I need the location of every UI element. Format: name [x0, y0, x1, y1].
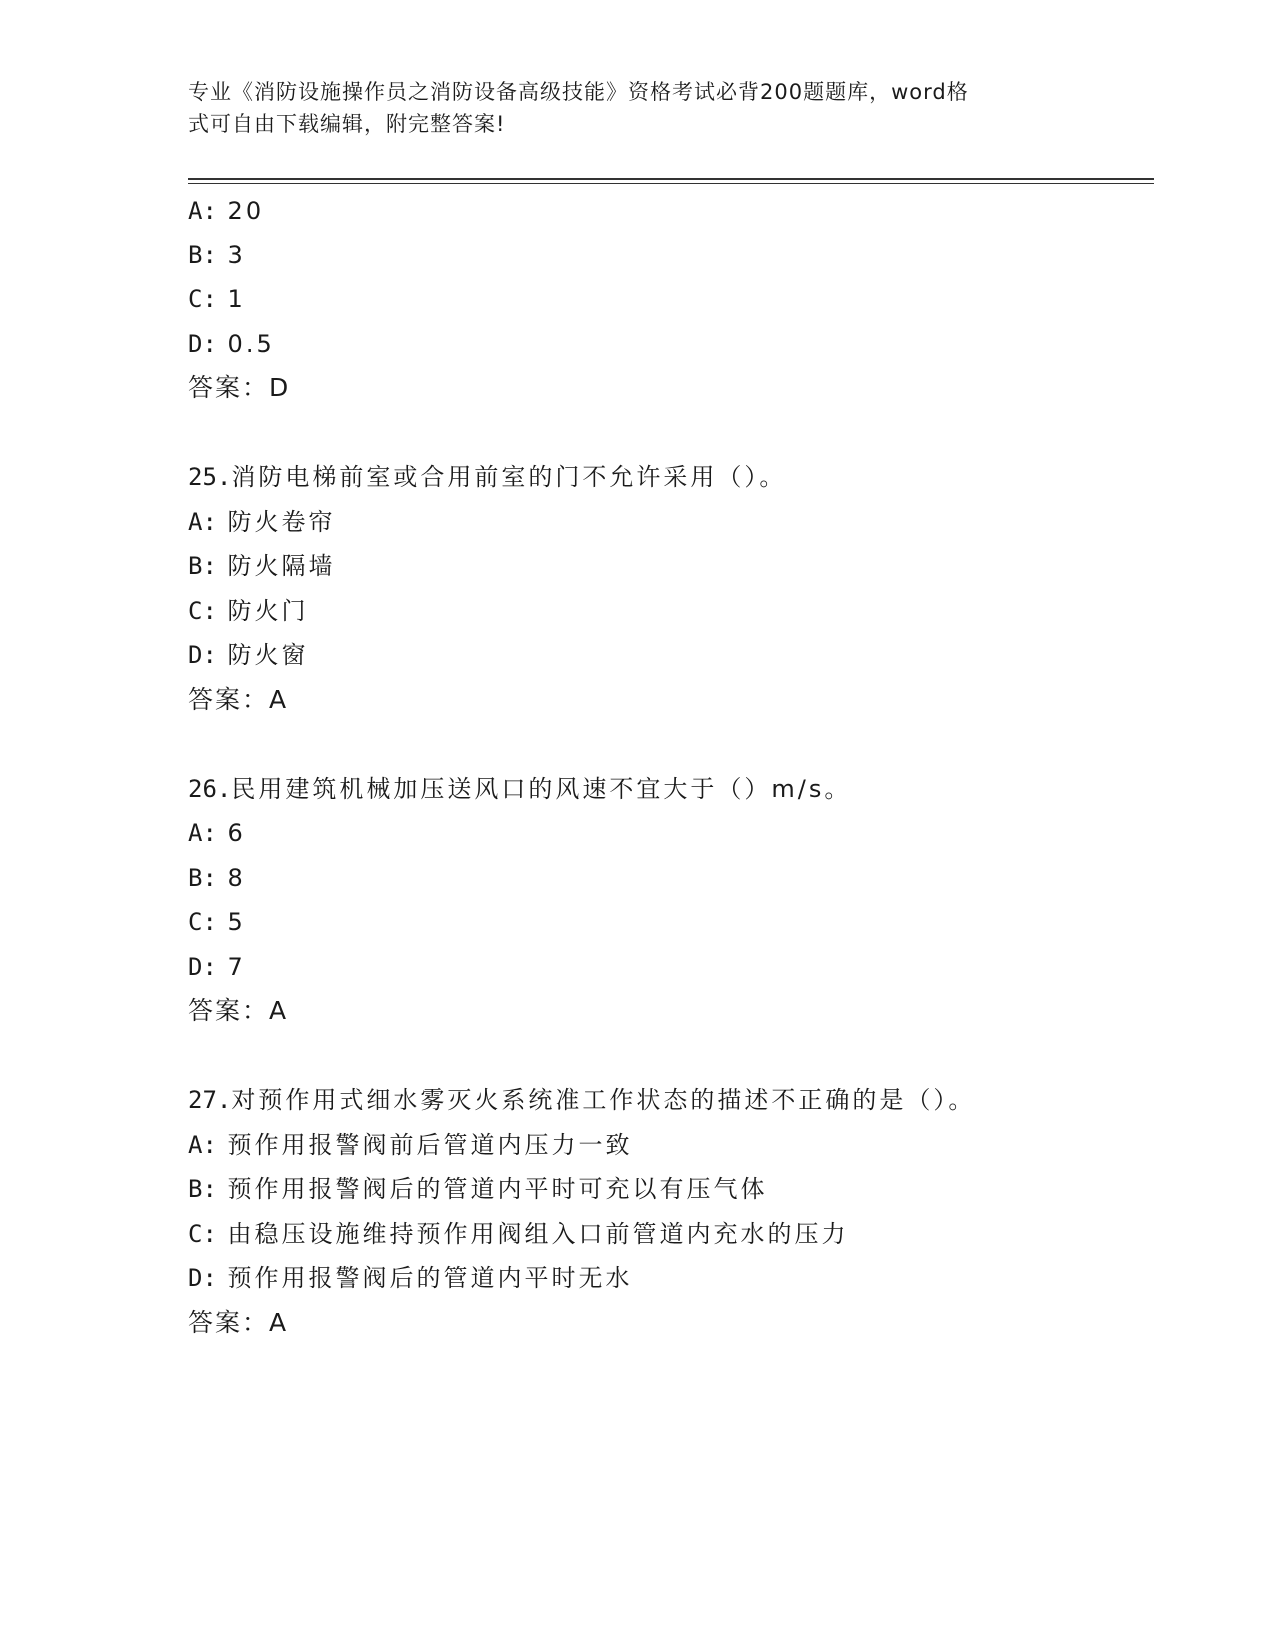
option-prefix: C: [188, 1220, 217, 1248]
option-text: 预作用报警阀后的管道内平时无水 [227, 1264, 633, 1292]
answer-label: 答案： [188, 373, 270, 402]
option-text: 1 [227, 285, 246, 313]
question-line [188, 1085, 975, 1115]
answer-value: A [269, 996, 287, 1025]
option-text: 预作用报警阀前后管道内压力一致 [227, 1131, 633, 1159]
answer-line [188, 996, 286, 1026]
option-line [188, 284, 246, 314]
option-prefix: D: [188, 330, 217, 358]
header-divider [188, 178, 1154, 180]
option-text: 5 [227, 908, 246, 936]
option-line [188, 1263, 633, 1293]
option-text: 由稳压设施维持预作用阀组入口前管道内充水的压力 [227, 1220, 849, 1248]
option-line [188, 1219, 849, 1249]
option-line [188, 596, 309, 626]
question-line [188, 462, 786, 492]
option-line [188, 818, 246, 848]
option-prefix: C: [188, 597, 217, 625]
question-text: 消防电梯前室或合用前室的门不允许采用（）。 [231, 463, 787, 491]
option-line [188, 863, 246, 893]
option-prefix: C: [188, 908, 217, 936]
option-line [188, 240, 246, 270]
header-divider-thin [188, 183, 1154, 184]
option-prefix: B: [188, 864, 217, 892]
document-header [188, 76, 1068, 140]
question-line [188, 774, 851, 804]
option-line [188, 1130, 633, 1160]
option-line [188, 952, 246, 982]
option-prefix: A: [188, 1131, 217, 1159]
option-text: 0.5 [227, 330, 275, 358]
option-prefix: B: [188, 552, 217, 580]
option-prefix: B: [188, 241, 217, 269]
answer-value: A [269, 685, 287, 714]
option-line [188, 196, 264, 226]
answer-value: A [269, 1308, 287, 1337]
answer-line [188, 685, 286, 715]
answer-label: 答案： [188, 996, 270, 1025]
option-line [188, 1174, 768, 1204]
option-prefix: A: [188, 197, 217, 225]
answer-value: D [269, 373, 289, 402]
option-text: 防火卷帘 [227, 508, 336, 536]
option-text: 7 [227, 953, 246, 981]
option-line [188, 640, 309, 670]
answer-line [188, 373, 288, 403]
answer-label: 答案： [188, 1308, 270, 1337]
option-text: 3 [227, 241, 246, 269]
option-text: 防火门 [227, 597, 309, 625]
option-text: 20 [227, 197, 265, 225]
option-prefix: D: [188, 641, 217, 669]
header-line-1: 专业《消防设施操作员之消防设备高级技能》资格考试必背200题题库，word格 [188, 80, 969, 104]
question-number: 25. [188, 463, 232, 491]
option-text: 8 [227, 864, 246, 892]
option-line [188, 907, 246, 937]
question-text: 对预作用式细水雾灭火系统准工作状态的描述不正确的是（）。 [231, 1086, 976, 1114]
option-text: 预作用报警阀后的管道内平时可充以有压气体 [227, 1175, 768, 1203]
option-line [188, 329, 275, 359]
option-prefix: A: [188, 508, 217, 536]
header-line-2: 式可自由下载编辑，附完整答案! [188, 112, 506, 136]
answer-line [188, 1308, 286, 1338]
option-prefix: C: [188, 285, 217, 313]
option-line [188, 551, 336, 581]
question-text: 民用建筑机械加压送风口的风速不宜大于（）m/s。 [231, 775, 852, 803]
question-number: 26. [188, 775, 232, 803]
question-number: 27. [188, 1086, 232, 1114]
answer-label: 答案： [188, 685, 270, 714]
option-prefix: A: [188, 819, 217, 847]
option-text: 防火窗 [227, 641, 309, 669]
option-line [188, 507, 336, 537]
option-prefix: B: [188, 1175, 217, 1203]
option-text: 6 [227, 819, 246, 847]
option-prefix: D: [188, 1264, 217, 1292]
option-text: 防火隔墙 [227, 552, 336, 580]
option-prefix: D: [188, 953, 217, 981]
